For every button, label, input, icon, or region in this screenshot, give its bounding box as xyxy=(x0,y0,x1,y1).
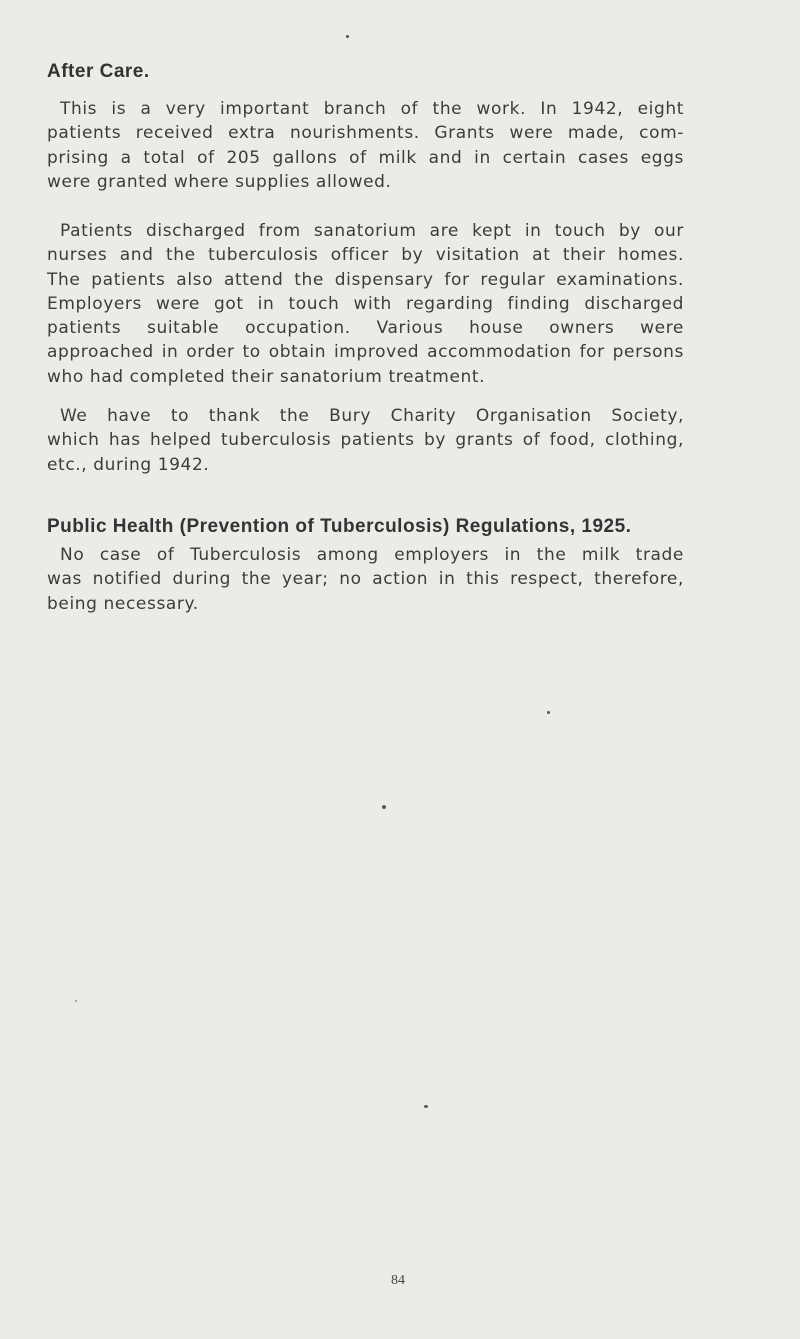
text-line: Employers were got in touch with regarding finding discharged xyxy=(47,293,684,314)
paragraph-after-care-3 xyxy=(47,404,684,477)
paper-speck xyxy=(424,1105,428,1108)
text-line: who had completed their sanatorium treatment. xyxy=(47,366,486,387)
text-line: prising a total of 205 gallons of milk and in certain cases eggs xyxy=(47,147,684,168)
paper-speck xyxy=(75,1000,77,1002)
text-line: being necessary. xyxy=(47,593,199,614)
paragraph-regulations-1 xyxy=(47,543,684,616)
paper-speck xyxy=(346,35,349,38)
text-line: We have to thank the Bury Charity Organisation Society, xyxy=(60,406,684,426)
section-heading-after-care: After Care. xyxy=(47,61,150,82)
text-line: patients suitable occupation. Various house owners were xyxy=(47,318,684,339)
section-heading-regulations: Public Health (Prevention of Tuberculosis) Regulations, 1925. xyxy=(47,516,632,537)
paragraph-after-care-1 xyxy=(47,97,684,194)
text-line: patients received extra nourishments. Grants were made, com- xyxy=(47,123,684,144)
text-line: were granted where supplies allowed. xyxy=(47,171,392,192)
text-line: The patients also attend the dispensary for regular examinations. xyxy=(47,269,684,290)
paper-speck xyxy=(382,805,386,809)
page-number: 84 xyxy=(391,1273,405,1288)
text-line: nurses and the tuberculosis officer by visitation at their homes. xyxy=(47,245,684,266)
text-line: This is a very important branch of the work. In 1942, eight xyxy=(60,99,684,119)
text-line: which has helped tuberculosis patients by grants of food, clothing, xyxy=(47,430,684,451)
text-line: etc., during 1942. xyxy=(47,454,210,475)
text-line: Patients discharged from sanatorium are kept in touch by our xyxy=(60,221,684,241)
paragraph-after-care-2 xyxy=(47,219,684,389)
text-line: No case of Tuberculosis among employers in the milk trade xyxy=(60,545,684,565)
paper-speck xyxy=(547,711,550,714)
text-line: approached in order to obtain improved accommodation for persons xyxy=(47,342,684,363)
text-line: was notified during the year; no action in this respect, therefore, xyxy=(47,569,684,590)
